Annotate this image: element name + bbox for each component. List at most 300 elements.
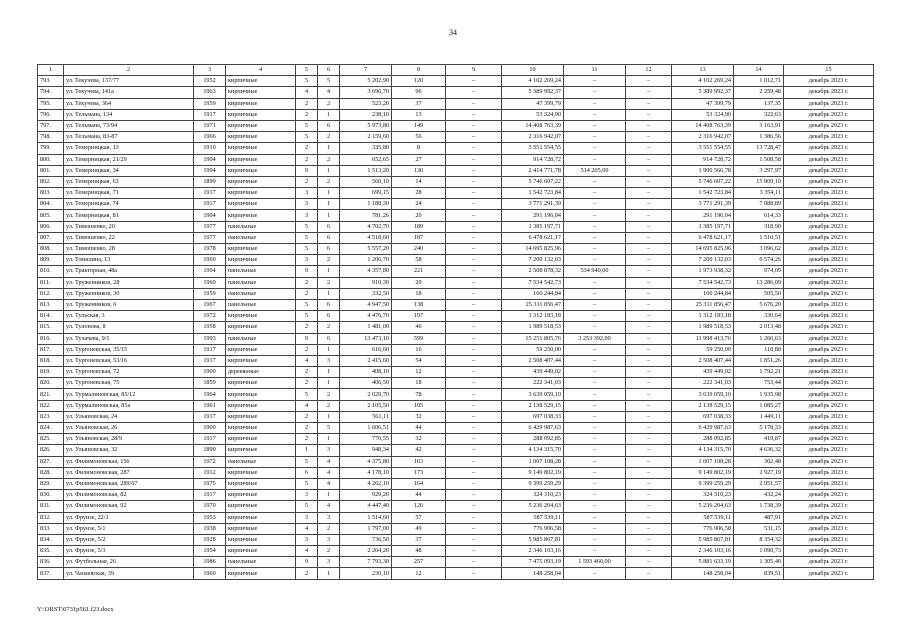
table-cell: 4 bbox=[296, 87, 318, 98]
table-cell: 4 bbox=[296, 355, 318, 366]
table-cell: 59 250,00 bbox=[502, 344, 564, 355]
table-cell: 811. bbox=[38, 277, 64, 288]
table-cell: 5 746 607,22 bbox=[502, 176, 564, 187]
table-cell: 13 bbox=[392, 109, 446, 120]
table-cell: – bbox=[446, 344, 502, 355]
table-cell: 1917 bbox=[194, 411, 226, 422]
table-cell: 2 508 407,44 bbox=[672, 355, 734, 366]
table-cell: 1 851,26 bbox=[734, 355, 784, 366]
table-cell: – bbox=[446, 400, 502, 411]
table-cell: 1917 bbox=[194, 188, 226, 199]
table-cell: 2 bbox=[318, 132, 340, 143]
table-cell: 59 250,00 bbox=[672, 344, 734, 355]
table-cell: 7 088,89 bbox=[734, 199, 784, 210]
table-cell: 2 bbox=[296, 568, 318, 579]
table-cell: 697 038,33 bbox=[502, 411, 564, 422]
table-cell: 1 bbox=[318, 210, 340, 221]
table-cell: – bbox=[564, 299, 626, 310]
table-cell: ул. Темерницкая, 21/29 bbox=[64, 154, 194, 165]
table-cell: – bbox=[564, 288, 626, 299]
table-cell: – bbox=[564, 244, 626, 255]
table-cell: 821. bbox=[38, 389, 64, 400]
table-cell: декабрь 2023 г. bbox=[784, 266, 874, 277]
table-cell: 32 bbox=[392, 434, 446, 445]
table-cell: 2 259,48 bbox=[734, 87, 784, 98]
table-cell: 1967 bbox=[194, 299, 226, 310]
table-cell: 4 bbox=[296, 523, 318, 534]
table-cell: 9 bbox=[296, 165, 318, 176]
table-row bbox=[38, 132, 874, 143]
table-cell: 487,91 bbox=[734, 512, 784, 523]
table-cell: 825. bbox=[38, 434, 64, 445]
table-cell: 1899 bbox=[194, 176, 226, 187]
table-cell: 1 797,00 bbox=[340, 523, 392, 534]
table-cell: – bbox=[626, 188, 672, 199]
table-cell: – bbox=[446, 378, 502, 389]
table-cell: 587 539,11 bbox=[672, 512, 734, 523]
table-cell: 6 bbox=[318, 244, 340, 255]
table-cell: 160 244,84 bbox=[672, 288, 734, 299]
table-cell: – bbox=[564, 378, 626, 389]
table-cell: кирпичные bbox=[226, 76, 296, 87]
column-header: 10 bbox=[502, 65, 564, 76]
table-cell: кирпичные bbox=[226, 199, 296, 210]
table-cell: 13 473,10 bbox=[340, 333, 392, 344]
table-cell: – bbox=[564, 423, 626, 434]
table-cell: 9 bbox=[296, 557, 318, 568]
page-number: 34 bbox=[449, 28, 457, 37]
table-cell: 5 236 204,63 bbox=[502, 501, 564, 512]
table-row bbox=[38, 400, 874, 411]
table-cell: 803. bbox=[38, 188, 64, 199]
table-cell: 2 346 103,16 bbox=[502, 546, 564, 557]
table-cell: 505,50 bbox=[734, 288, 784, 299]
table-cell: декабрь 2023 г. bbox=[784, 188, 874, 199]
table-cell: 561,11 bbox=[340, 411, 392, 422]
table-cell: 820. bbox=[38, 378, 64, 389]
table-cell: – bbox=[446, 456, 502, 467]
table-cell: декабрь 2023 г. bbox=[784, 512, 874, 523]
table-cell: – bbox=[446, 132, 502, 143]
table-cell: 810. bbox=[38, 266, 64, 277]
table-cell: – bbox=[564, 154, 626, 165]
table-cell: 3 bbox=[296, 255, 318, 266]
table-cell: 1917 bbox=[194, 344, 226, 355]
table-cell: 324 310,23 bbox=[672, 490, 734, 501]
table-cell: 1 bbox=[318, 109, 340, 120]
table-cell: 1 bbox=[318, 266, 340, 277]
table-cell: 3 bbox=[296, 534, 318, 545]
column-header: 14 bbox=[734, 65, 784, 76]
table-cell: 15 251 805,76 bbox=[502, 333, 564, 344]
table-cell: 1961 bbox=[194, 400, 226, 411]
table-cell: 1859 bbox=[194, 378, 226, 389]
table-cell: – bbox=[626, 367, 672, 378]
table-cell: 4 bbox=[296, 546, 318, 557]
table-cell: 4 bbox=[318, 87, 340, 98]
table-cell: – bbox=[626, 512, 672, 523]
table-cell: – bbox=[626, 244, 672, 255]
table-cell: декабрь 2023 г. bbox=[784, 120, 874, 131]
table-cell: декабрь 2023 г. bbox=[784, 87, 874, 98]
table-cell: 809. bbox=[38, 255, 64, 266]
table-cell: 24 bbox=[392, 199, 446, 210]
table-cell: кирпичные bbox=[226, 378, 296, 389]
table-cell: – bbox=[626, 456, 672, 467]
column-header: 12 bbox=[626, 65, 672, 76]
table-row bbox=[38, 411, 874, 422]
table-cell: 164 bbox=[392, 478, 446, 489]
table-cell: – bbox=[564, 199, 626, 210]
table-cell: – bbox=[446, 389, 502, 400]
table-cell: 9 bbox=[296, 333, 318, 344]
table-cell: декабрь 2023 г. bbox=[784, 311, 874, 322]
table-cell: 800. bbox=[38, 154, 64, 165]
table-cell: 1917 bbox=[194, 355, 226, 366]
table-cell: 5 bbox=[296, 501, 318, 512]
table-cell: 56 bbox=[392, 132, 446, 143]
table-cell: 2 bbox=[318, 523, 340, 534]
table-cell: декабрь 2023 г. bbox=[784, 423, 874, 434]
table-cell: – bbox=[564, 523, 626, 534]
table-cell: 1952 bbox=[194, 76, 226, 87]
table-cell: – bbox=[626, 400, 672, 411]
table-cell: – bbox=[446, 367, 502, 378]
table-cell: 1960 bbox=[194, 568, 226, 579]
table-cell: 408,10 bbox=[340, 367, 392, 378]
table-cell: 5 bbox=[296, 311, 318, 322]
table-cell: 4 636,32 bbox=[734, 445, 784, 456]
column-header: 11 bbox=[564, 65, 626, 76]
table-cell: – bbox=[564, 109, 626, 120]
table-row bbox=[38, 568, 874, 579]
table-cell: 9 399 259,29 bbox=[502, 478, 564, 489]
table-cell: ул. Тургеневская, 35/15 bbox=[64, 344, 194, 355]
table-cell: 2 415,60 bbox=[340, 355, 392, 366]
table-cell: декабрь 2023 г. bbox=[784, 132, 874, 143]
table-row bbox=[38, 389, 874, 400]
table-cell: 812. bbox=[38, 288, 64, 299]
table-cell: 13 728,47 bbox=[734, 143, 784, 154]
table-cell: 6 bbox=[318, 333, 340, 344]
table-cell: ул. Фрунзе, 22/1 bbox=[64, 512, 194, 523]
table-cell: 523,20 bbox=[340, 98, 392, 109]
table-cell: 4 bbox=[318, 501, 340, 512]
table-cell: – bbox=[446, 199, 502, 210]
table-cell: 839,51 bbox=[734, 568, 784, 579]
table-cell: 163 bbox=[392, 456, 446, 467]
table-cell: 1 188,30 bbox=[340, 199, 392, 210]
table-cell: 2 138 529,15 bbox=[672, 400, 734, 411]
table-cell: 2 105,50 bbox=[340, 400, 392, 411]
table-cell: декабрь 2023 г. bbox=[784, 557, 874, 568]
table-cell: 808. bbox=[38, 244, 64, 255]
table-cell: – bbox=[564, 456, 626, 467]
table-cell: – bbox=[446, 154, 502, 165]
table-cell: 432,24 bbox=[734, 490, 784, 501]
table-cell: – bbox=[446, 411, 502, 422]
table-cell: кирпичные bbox=[226, 98, 296, 109]
table-cell: кирпичные bbox=[226, 478, 296, 489]
table-cell: 149 bbox=[392, 120, 446, 131]
table-cell: ул. Филимоновская, 92 bbox=[64, 501, 194, 512]
table-cell: 1 bbox=[318, 434, 340, 445]
table-cell: 12 bbox=[392, 568, 446, 579]
table-cell: 1 606,51 bbox=[340, 423, 392, 434]
footer-file-path: Y:\ORST\0731p561.f23.docx bbox=[37, 606, 114, 613]
table-cell: декабрь 2023 г. bbox=[784, 299, 874, 310]
table-cell: декабрь 2023 г. bbox=[784, 434, 874, 445]
table-cell: декабрь 2023 г. bbox=[784, 546, 874, 557]
table-cell: декабрь 2023 г. bbox=[784, 199, 874, 210]
table-cell: декабрь 2023 г. bbox=[784, 478, 874, 489]
table-cell: 2 bbox=[296, 109, 318, 120]
table-cell: 2 bbox=[318, 176, 340, 187]
table-cell: 1900 bbox=[194, 423, 226, 434]
table-cell: ул. Темерницкая, 71 bbox=[64, 188, 194, 199]
table-cell: 6 bbox=[318, 221, 340, 232]
table-cell: 189 bbox=[392, 221, 446, 232]
table-cell: 1 bbox=[318, 188, 340, 199]
table-cell: – bbox=[626, 333, 672, 344]
table-cell: кирпичные bbox=[226, 389, 296, 400]
table-cell: 534 940,00 bbox=[564, 266, 626, 277]
table-cell: 5 557,20 bbox=[340, 244, 392, 255]
table-cell: 3 163,91 bbox=[734, 120, 784, 131]
table-cell: 3 bbox=[318, 557, 340, 568]
table-cell: 2 bbox=[318, 546, 340, 557]
table-cell: 1917 bbox=[194, 490, 226, 501]
table-cell: 1959 bbox=[194, 98, 226, 109]
table-cell: 802. bbox=[38, 176, 64, 187]
table-cell: 2 bbox=[318, 154, 340, 165]
table-cell: – bbox=[564, 87, 626, 98]
table-row bbox=[38, 299, 874, 310]
table-cell: 514 205,00 bbox=[564, 165, 626, 176]
table-cell: 118,88 bbox=[734, 344, 784, 355]
table-cell: – bbox=[564, 232, 626, 243]
table-cell: декабрь 2023 г. bbox=[784, 143, 874, 154]
table-cell: 5 bbox=[296, 299, 318, 310]
table-cell: – bbox=[626, 221, 672, 232]
table-cell: – bbox=[446, 434, 502, 445]
table-cell: 16 bbox=[392, 344, 446, 355]
table-cell: 2 316 942,07 bbox=[502, 132, 564, 143]
table-cell: 4 447,40 bbox=[340, 501, 392, 512]
table-cell: 14 408 763,39 bbox=[672, 120, 734, 131]
table-cell: 5 985 867,81 bbox=[672, 534, 734, 545]
table-cell: декабрь 2023 г. bbox=[784, 221, 874, 232]
table-cell: – bbox=[446, 478, 502, 489]
table-cell: кирпичные bbox=[226, 109, 296, 120]
table-cell: 1 bbox=[318, 378, 340, 389]
table-cell: ул. Тульская, 3 bbox=[64, 311, 194, 322]
table-cell: 814. bbox=[38, 311, 64, 322]
table-cell: 2 414 771,78 bbox=[502, 165, 564, 176]
table-cell: декабрь 2023 г. bbox=[784, 523, 874, 534]
table-cell: 47 399,79 bbox=[672, 98, 734, 109]
table-row bbox=[38, 557, 874, 568]
table-cell: – bbox=[626, 355, 672, 366]
table-cell: – bbox=[564, 344, 626, 355]
table-cell: 1970 bbox=[194, 501, 226, 512]
table-cell: декабрь 2023 г. bbox=[784, 445, 874, 456]
table-cell: декабрь 2023 г. bbox=[784, 467, 874, 478]
table-cell: ул. Тимошенко, 28 bbox=[64, 244, 194, 255]
table-cell: 4 357,80 bbox=[340, 266, 392, 277]
table-cell: 1964 bbox=[194, 389, 226, 400]
table-cell: 805. bbox=[38, 210, 64, 221]
table-cell: 1917 bbox=[194, 109, 226, 120]
table-cell: 797. bbox=[38, 120, 64, 131]
table-cell: 302,48 bbox=[734, 456, 784, 467]
table-cell: 105 bbox=[392, 400, 446, 411]
table-cell: ул. Филимоновская, 156 bbox=[64, 456, 194, 467]
table-cell: – bbox=[446, 501, 502, 512]
table-cell: 54 bbox=[392, 355, 446, 366]
table-cell: 1 792,21 bbox=[734, 367, 784, 378]
table-cell: 25 311 856,47 bbox=[672, 299, 734, 310]
table-cell: 1966 bbox=[194, 132, 226, 143]
table-cell: – bbox=[626, 199, 672, 210]
table-cell: кирпичные bbox=[226, 255, 296, 266]
table-cell: 828. bbox=[38, 467, 64, 478]
table-cell: 910,30 bbox=[340, 277, 392, 288]
table-cell: 1 386,56 bbox=[734, 132, 784, 143]
table-cell: ул. Тулонова, 8 bbox=[64, 322, 194, 333]
table-cell: – bbox=[626, 501, 672, 512]
table-cell: – bbox=[564, 534, 626, 545]
table-cell: 3 551 554,55 bbox=[502, 143, 564, 154]
column-header: 7 bbox=[340, 65, 392, 76]
table-cell: 1 bbox=[318, 411, 340, 422]
table-cell: ул. Футбольная, 26 bbox=[64, 557, 194, 568]
table-cell: 736,50 bbox=[340, 534, 392, 545]
table-cell: – bbox=[626, 478, 672, 489]
table-cell: – bbox=[446, 87, 502, 98]
table-cell: 2 bbox=[318, 255, 340, 266]
table-cell: кирпичные bbox=[226, 534, 296, 545]
table-row bbox=[38, 311, 874, 322]
table-row bbox=[38, 98, 874, 109]
table-cell: ул. Тургеневская, 75 bbox=[64, 378, 194, 389]
table-cell: – bbox=[626, 210, 672, 221]
table-cell: 4 102 269,24 bbox=[672, 76, 734, 87]
table-cell: 5 bbox=[296, 221, 318, 232]
table-cell: 1 312 183,18 bbox=[502, 311, 564, 322]
table-cell: 330,64 bbox=[734, 311, 784, 322]
table-cell: ул. Турмалиновская, 85/12 bbox=[64, 389, 194, 400]
table-cell: 288 092,85 bbox=[502, 434, 564, 445]
table-cell: кирпичные bbox=[226, 445, 296, 456]
table-cell: 2 bbox=[296, 434, 318, 445]
table-cell: 1959 bbox=[194, 288, 226, 299]
table-cell: 1972 bbox=[194, 311, 226, 322]
table-cell: 1 206,70 bbox=[340, 255, 392, 266]
table-cell: 1 bbox=[318, 165, 340, 176]
table-cell: 53 324,90 bbox=[502, 109, 564, 120]
table-cell: ул. Ульяновская, 24 bbox=[64, 411, 194, 422]
table-cell: 824. bbox=[38, 423, 64, 434]
table-cell: 1 514,60 bbox=[340, 512, 392, 523]
table-cell: 1958 bbox=[194, 322, 226, 333]
table-cell: кирпичные bbox=[226, 132, 296, 143]
table-cell: 3 bbox=[318, 355, 340, 366]
table-cell: декабрь 2023 г. bbox=[784, 389, 874, 400]
table-cell: 2 bbox=[318, 322, 340, 333]
table-cell: 948,34 bbox=[340, 445, 392, 456]
table-cell: 4 375,80 bbox=[340, 456, 392, 467]
table-cell: 2 013,48 bbox=[734, 322, 784, 333]
table-cell: 5 bbox=[318, 76, 340, 87]
table-cell: декабрь 2023 г. bbox=[784, 333, 874, 344]
table-cell: 439 449,02 bbox=[502, 367, 564, 378]
table-cell: – bbox=[446, 322, 502, 333]
table-cell: 2 bbox=[296, 98, 318, 109]
table-cell: 222 341,03 bbox=[672, 378, 734, 389]
table-cell: 42 bbox=[392, 445, 446, 456]
table-cell: 406,50 bbox=[340, 378, 392, 389]
table-cell: 2 951,57 bbox=[734, 478, 784, 489]
table-cell: 7 534 542,73 bbox=[502, 277, 564, 288]
table-cell: – bbox=[564, 311, 626, 322]
table-cell: – bbox=[564, 501, 626, 512]
table-cell: – bbox=[446, 76, 502, 87]
table-cell: 1 085,27 bbox=[734, 400, 784, 411]
table-row bbox=[38, 355, 874, 366]
table-cell: – bbox=[446, 512, 502, 523]
table-cell: декабрь 2023 г. bbox=[784, 490, 874, 501]
table-row bbox=[38, 266, 874, 277]
table-cell: – bbox=[446, 288, 502, 299]
table-cell: – bbox=[564, 467, 626, 478]
table-cell: 837. bbox=[38, 568, 64, 579]
table-cell: – bbox=[564, 355, 626, 366]
table-cell: панельные bbox=[226, 232, 296, 243]
table-cell: 1963 bbox=[194, 87, 226, 98]
table-cell: ул. Ульяновская, 28/9 bbox=[64, 434, 194, 445]
table-cell: 5 389 992,37 bbox=[502, 87, 564, 98]
table-cell: – bbox=[626, 266, 672, 277]
table-cell: 829. bbox=[38, 478, 64, 489]
table-cell: 6 478 621,17 bbox=[672, 232, 734, 243]
table-cell: ул. Текучева, 141а bbox=[64, 87, 194, 98]
table-cell: – bbox=[446, 299, 502, 310]
table-cell: 291 196,04 bbox=[502, 210, 564, 221]
table-cell: 25 311 856,47 bbox=[502, 299, 564, 310]
table-cell: 815. bbox=[38, 322, 64, 333]
table-cell: 53 324,90 bbox=[672, 109, 734, 120]
table-cell: 5 985 867,81 bbox=[502, 534, 564, 545]
table-cell: 1994 bbox=[194, 266, 226, 277]
table-row bbox=[38, 87, 874, 98]
table-cell: – bbox=[564, 445, 626, 456]
table-cell: 32 bbox=[392, 411, 446, 422]
table-cell: кирпичные bbox=[226, 120, 296, 131]
column-header: 3 bbox=[194, 65, 226, 76]
table-cell: 833. bbox=[38, 523, 64, 534]
table-cell: – bbox=[446, 490, 502, 501]
table-cell: декабрь 2023 г. bbox=[784, 232, 874, 243]
table-cell: – bbox=[564, 98, 626, 109]
table-cell: 2 138 529,15 bbox=[502, 400, 564, 411]
table-cell: 1 bbox=[318, 568, 340, 579]
table-cell: – bbox=[564, 221, 626, 232]
table-row bbox=[38, 109, 874, 120]
table-cell: 4 bbox=[318, 467, 340, 478]
table-cell: 126 bbox=[392, 501, 446, 512]
column-header: 1 bbox=[38, 65, 64, 76]
